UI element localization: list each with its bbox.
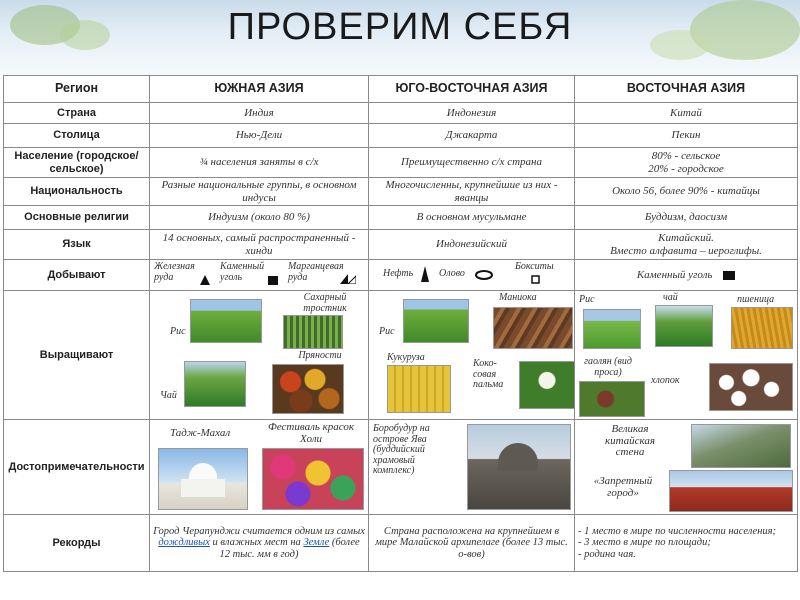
spices-label: Пряности: [298, 350, 342, 361]
cell-south-religion: Индуизм (около 80 %): [150, 206, 369, 230]
cell-east-sights: [575, 420, 798, 515]
cell-east-mining: [575, 260, 798, 291]
cell-southeast-sights: [369, 420, 575, 515]
cell-south-records: [150, 515, 369, 572]
black-square-icon: [723, 271, 735, 280]
link-rainy[interactable]: дождливых: [158, 537, 210, 549]
south-records-text-3: (более 12 тыс. мм в год): [219, 537, 360, 560]
small-square-icon: [531, 275, 540, 284]
cell-southeast-population: Преимущественно с/х страна: [369, 148, 575, 178]
east-population-rural: 80% - сельское: [651, 150, 721, 163]
tea-plantation-image: [184, 361, 246, 407]
cotton-label: хлопок: [651, 375, 680, 386]
rice-field-image: [583, 309, 641, 349]
coal-label: Каменный уголь: [220, 261, 265, 283]
east-records-line1: - 1 место в мире по численности населения;: [578, 525, 777, 537]
header-east-asia: ВОСТОЧНАЯ АЗИЯ: [575, 76, 798, 103]
tea-plantation-image: [655, 305, 713, 347]
cotton-image: [709, 363, 793, 411]
oil-label: Нефть: [383, 268, 414, 279]
east-language-line2: Вместо алфавита – иероглифы.: [610, 244, 762, 257]
row-label-country: Страна: [4, 103, 150, 124]
cell-east-growing: [575, 291, 798, 420]
bauxite-label: Бокситы: [515, 261, 554, 272]
table-header-row: [4, 76, 798, 103]
east-language-line1: Китайский.: [658, 232, 714, 245]
south-records-text-2: и влажных мест на: [212, 537, 301, 549]
cassava-image: [493, 307, 573, 349]
corn-image: [387, 365, 451, 413]
spices-image: [272, 364, 344, 414]
tea-label-east: чай: [663, 292, 678, 303]
table-row: [4, 230, 798, 260]
table-row: [4, 124, 798, 148]
table-row: [4, 291, 798, 420]
row-label-nationality: Национальность: [4, 178, 150, 206]
table-row: [4, 103, 798, 124]
forbidden-city-image: [669, 470, 793, 512]
great-wall-image: [691, 424, 791, 468]
cell-southeast-religion: В основном мусульмане: [369, 206, 575, 230]
row-label-capital: Столица: [4, 124, 150, 148]
wheat-label: пшеница: [737, 294, 775, 305]
borobudur-image: [467, 424, 571, 510]
cell-east-religion: Буддизм, даосизм: [575, 206, 798, 230]
oil-derrick-icon: [421, 266, 429, 282]
rice-field-image: [190, 299, 262, 343]
east-population-urban: 20% - городское: [648, 162, 724, 175]
cell-east-population: [575, 148, 798, 178]
coconut-palm-image: [519, 361, 575, 409]
rice-label-se: Рис: [379, 326, 395, 337]
forbidden-city-label: «Запретный город»: [593, 475, 653, 499]
row-label-religion: Основные религии: [4, 206, 150, 230]
rice-label-east: Рис: [579, 294, 595, 305]
south-records-text-1: Город Черапунджи считается одним из самых: [153, 525, 365, 537]
sugarcane-image: [283, 315, 343, 349]
table-row: [4, 178, 798, 206]
comparison-table: [3, 75, 798, 572]
tea-label: Чай: [160, 390, 177, 401]
coconut-palm-label: Коко-совая пальма: [473, 358, 504, 390]
cell-south-capital: Нью-Дели: [150, 124, 369, 148]
east-records-line2: - 3 место в мире по площади;: [578, 537, 711, 549]
holi-festival-image: [262, 448, 364, 510]
taj-mahal-image: [158, 448, 248, 510]
table-row: [4, 260, 798, 291]
east-records-line3: - родина чая.: [578, 548, 636, 560]
rice-field-image: [403, 299, 469, 343]
header-region: Регион: [4, 76, 150, 103]
triangle-icon: [200, 275, 210, 285]
great-wall-label: Великая китайская стена: [604, 423, 656, 459]
sorghum-image: [579, 381, 645, 417]
cell-south-country: Индия: [150, 103, 369, 124]
cell-southeast-records: Страна расположена на крупнейшем в мире Малайской архипелаге (более 13 тыс. о-вов): [369, 515, 575, 572]
oval-icon: [475, 270, 493, 280]
sugarcane-label: Сахарный тростник: [303, 292, 347, 314]
manganese-label: Марганцевая руда: [288, 261, 344, 283]
row-label-language: Язык: [4, 230, 150, 260]
cell-southeast-growing: [369, 291, 575, 420]
cell-east-nationality: Около 56, более 90% - китайцы: [575, 178, 798, 206]
cassava-label: Маниока: [499, 292, 537, 303]
corn-label: Кукуруза: [387, 352, 425, 363]
link-earth[interactable]: Земле: [303, 537, 330, 549]
table-row: [4, 420, 798, 515]
gaoliang-label: гаолян (вид проса): [584, 356, 632, 378]
row-label-sights: Достопримечательности: [4, 420, 150, 515]
black-square-icon: [268, 276, 278, 285]
row-label-mining: Добывают: [4, 260, 150, 291]
cell-south-growing: [150, 291, 369, 420]
cell-southeast-country: Индонезия: [369, 103, 575, 124]
cell-east-country: Китай: [575, 103, 798, 124]
cell-south-mining: [150, 260, 369, 291]
cell-east-language: [575, 230, 798, 260]
header-southeast-asia: ЮГО-ВОСТОЧНАЯ АЗИЯ: [369, 76, 575, 103]
cell-south-language: 14 основных, самый распространенный - хинди: [150, 230, 369, 260]
cell-south-population: ¾ населения заняты в с/х: [150, 148, 369, 178]
row-label-population: Население (городское/сельское): [4, 148, 150, 178]
table-row: [4, 148, 798, 178]
row-label-records: Рекорды: [4, 515, 150, 572]
table-row: [4, 515, 798, 572]
cell-southeast-capital: Джакарта: [369, 124, 575, 148]
cell-southeast-mining: [369, 260, 575, 291]
cell-south-sights: [150, 420, 369, 515]
tin-label: Олово: [439, 268, 465, 279]
slide-title: ПРОВЕРИМ СЕБЯ: [227, 6, 573, 48]
cell-south-nationality: Разные национальные группы, в основном индусы: [150, 178, 369, 206]
cell-east-capital: Пекин: [575, 124, 798, 148]
wheat-image: [731, 307, 793, 349]
cell-southeast-language: Индонезийский: [369, 230, 575, 260]
cell-southeast-nationality: Многочисленны, крупнейшие из них - яванцы: [369, 178, 575, 206]
holi-festival-label: Фестиваль красок Холи: [267, 421, 355, 445]
header-south-asia: ЮЖНАЯ АЗИЯ: [150, 76, 369, 103]
cell-east-records: [575, 515, 798, 572]
east-coal-label: Каменный уголь: [636, 268, 713, 281]
rice-label: Рис: [170, 326, 186, 337]
iron-ore-label: Железная руда: [154, 261, 195, 283]
half-triangle-icon: [340, 274, 356, 284]
table-row: [4, 206, 798, 230]
row-label-growing: Выращивают: [4, 291, 150, 420]
taj-mahal-label: Тадж-Махал: [170, 427, 231, 439]
borobudur-label: Боробудур на острове Ява (буддийский храмовый комплекс): [373, 423, 430, 476]
